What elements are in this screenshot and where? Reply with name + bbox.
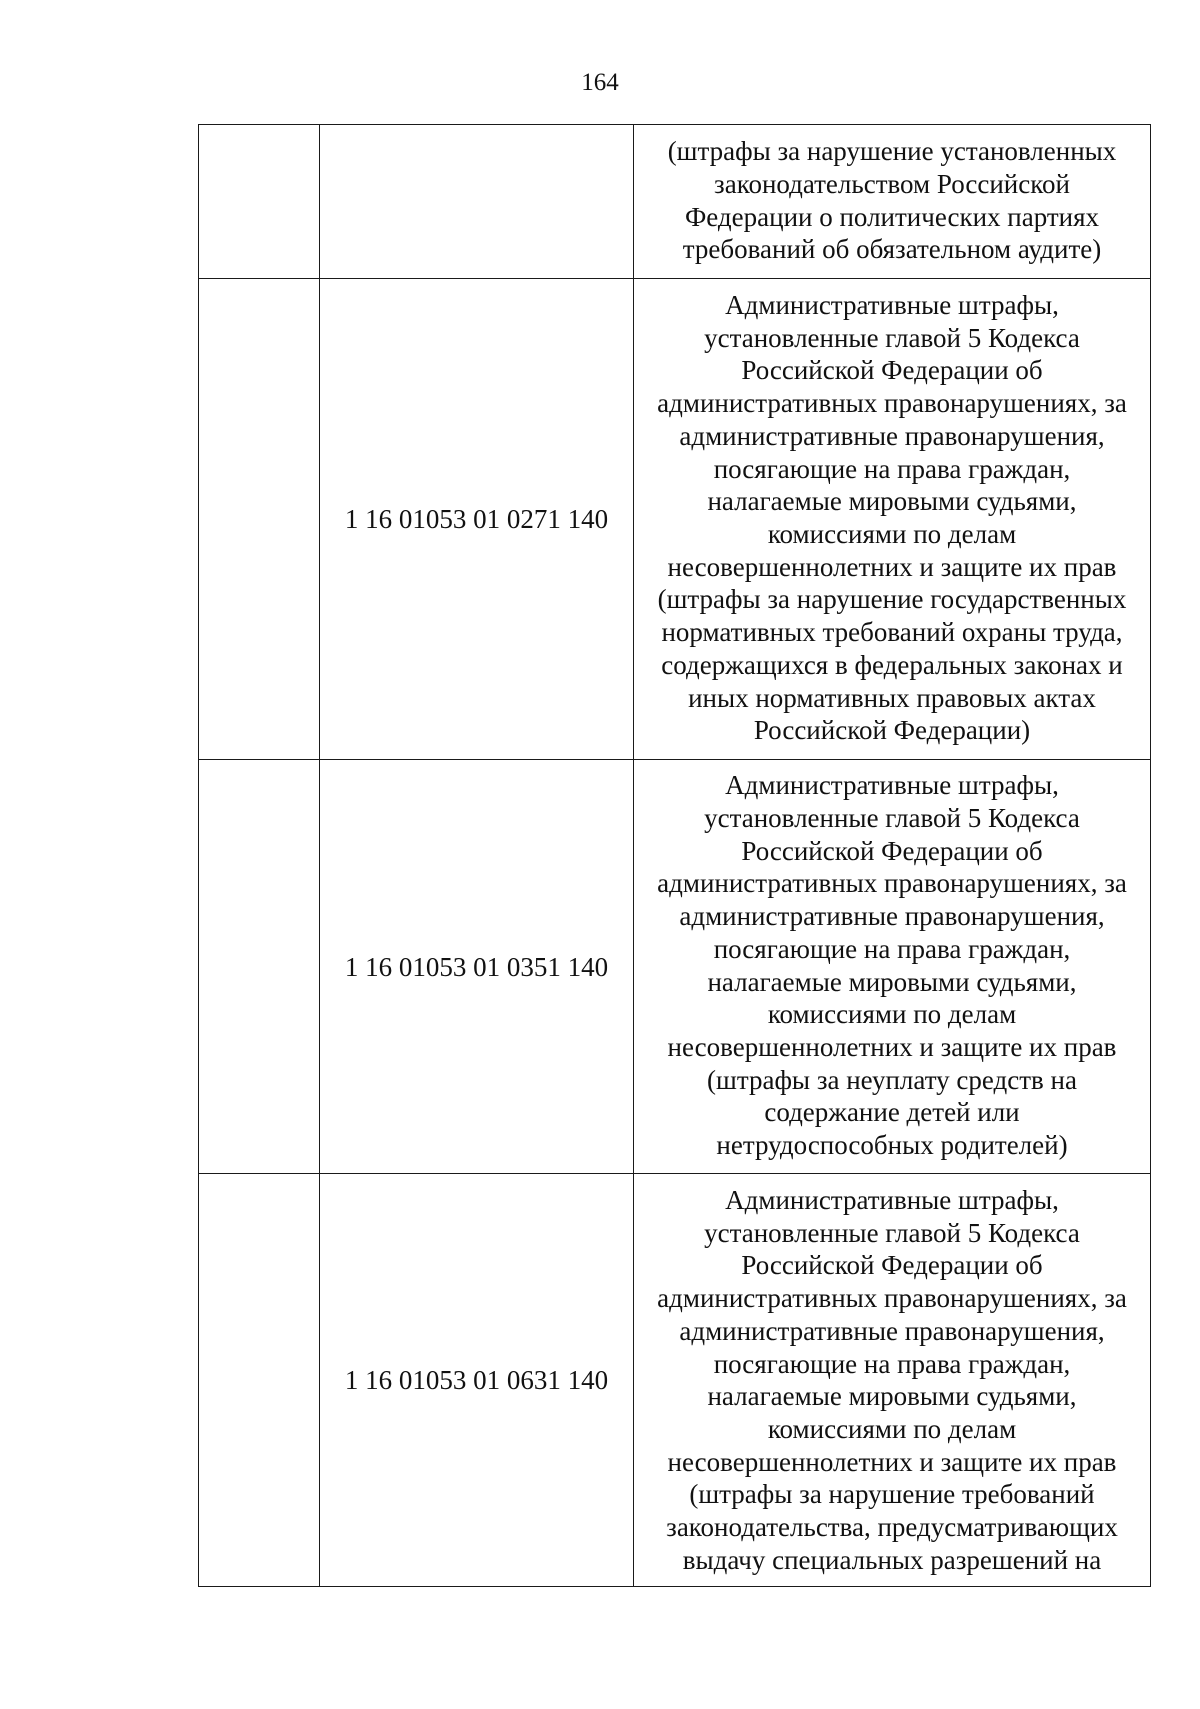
description-line: установленные главой 5 Кодекса <box>704 802 1080 833</box>
description-line: Российской Федерации об <box>741 1250 1043 1281</box>
description-line: Административные штрафы, <box>725 290 1059 321</box>
description-line: несовершеннолетних и защите их прав <box>667 1446 1117 1477</box>
description-cell <box>634 760 1151 1174</box>
description-line: (штрафы за нарушение требований <box>689 1479 1095 1510</box>
description-cell <box>634 279 1151 760</box>
table-body <box>199 125 1151 1587</box>
description-line: установленные главой 5 Кодекса <box>704 1217 1080 1248</box>
description-line: установленные главой 5 Кодекса <box>704 322 1080 353</box>
description-line: выдачу специальных разрешений на <box>682 1544 1102 1575</box>
description-line: (штрафы за неуплату средств на <box>707 1064 1077 1095</box>
budget-codes-table <box>198 124 1151 1587</box>
table-row <box>199 760 1151 1174</box>
description-line: посягающие на права граждан, <box>713 453 1071 484</box>
description-line: иных нормативных правовых актах <box>688 682 1096 713</box>
admin-code-cell <box>199 125 320 279</box>
description-line: несовершеннолетних и защите их прав <box>667 551 1117 582</box>
admin-code-cell <box>199 279 320 760</box>
description-line: нормативных требований охраны труда, <box>661 617 1123 648</box>
description-line: содержащихся в федеральных законах и <box>661 649 1123 680</box>
budget-code-cell: 1 16 01053 01 0271 140 <box>320 279 634 760</box>
description-line: административные правонарушения, <box>679 901 1105 932</box>
admin-code-cell <box>199 1174 320 1587</box>
description-line: законодательством Российской <box>714 168 1070 199</box>
description-line: комиссиями по делам <box>767 999 1017 1030</box>
table-row <box>199 125 1151 279</box>
description-line: комиссиями по делам <box>767 1413 1017 1444</box>
description-line: административных правонарушениях, за <box>657 1283 1127 1314</box>
budget-code-cell: 1 16 01053 01 0351 140 <box>320 760 634 1174</box>
table-row <box>199 1174 1151 1587</box>
description-line: посягающие на права граждан, <box>713 933 1071 964</box>
description-line: административные правонарушения, <box>679 1315 1105 1346</box>
budget-code-cell: 1 16 01053 01 0631 140 <box>320 1174 634 1587</box>
description-line: несовершеннолетних и защите их прав <box>667 1031 1117 1062</box>
description-line: (штрафы за нарушение государственных <box>657 584 1127 615</box>
description-line: Российской Федерации об <box>741 355 1043 386</box>
description-line: налагаемые мировыми судьями, <box>707 1381 1077 1412</box>
description-line: налагаемые мировыми судьями, <box>707 486 1077 517</box>
description-cell <box>634 1174 1151 1587</box>
description-line: административных правонарушениях, за <box>657 868 1127 899</box>
description-cell <box>634 125 1151 279</box>
description-line: Российской Федерации об <box>741 835 1043 866</box>
description-line: административных правонарушениях, за <box>657 388 1127 419</box>
description-line: Федерации о политических партиях <box>684 201 1100 232</box>
description-line: посягающие на права граждан, <box>713 1348 1071 1379</box>
description-line: требований об обязательном аудите) <box>682 234 1102 265</box>
description-line: законодательства, предусматривающих <box>666 1512 1118 1543</box>
description-line: комиссиями по делам <box>767 519 1017 549</box>
description-line: нетрудоспособных родителей) <box>716 1130 1068 1161</box>
description-line: содержание детей или <box>764 1097 1020 1128</box>
description-line: Административные штрафы, <box>725 1185 1059 1215</box>
description-line: административные правонарушения, <box>679 420 1105 451</box>
admin-code-cell <box>199 760 320 1174</box>
description-line: Российской Федерации) <box>753 715 1031 746</box>
page-number: 164 <box>581 69 619 96</box>
budget-code-cell <box>320 125 634 279</box>
description-line: налагаемые мировыми судьями, <box>707 966 1077 997</box>
table-row <box>199 279 1151 760</box>
description-line: Административные штрафы, <box>725 770 1059 801</box>
description-line: (штрафы за нарушение установленных <box>667 136 1117 167</box>
